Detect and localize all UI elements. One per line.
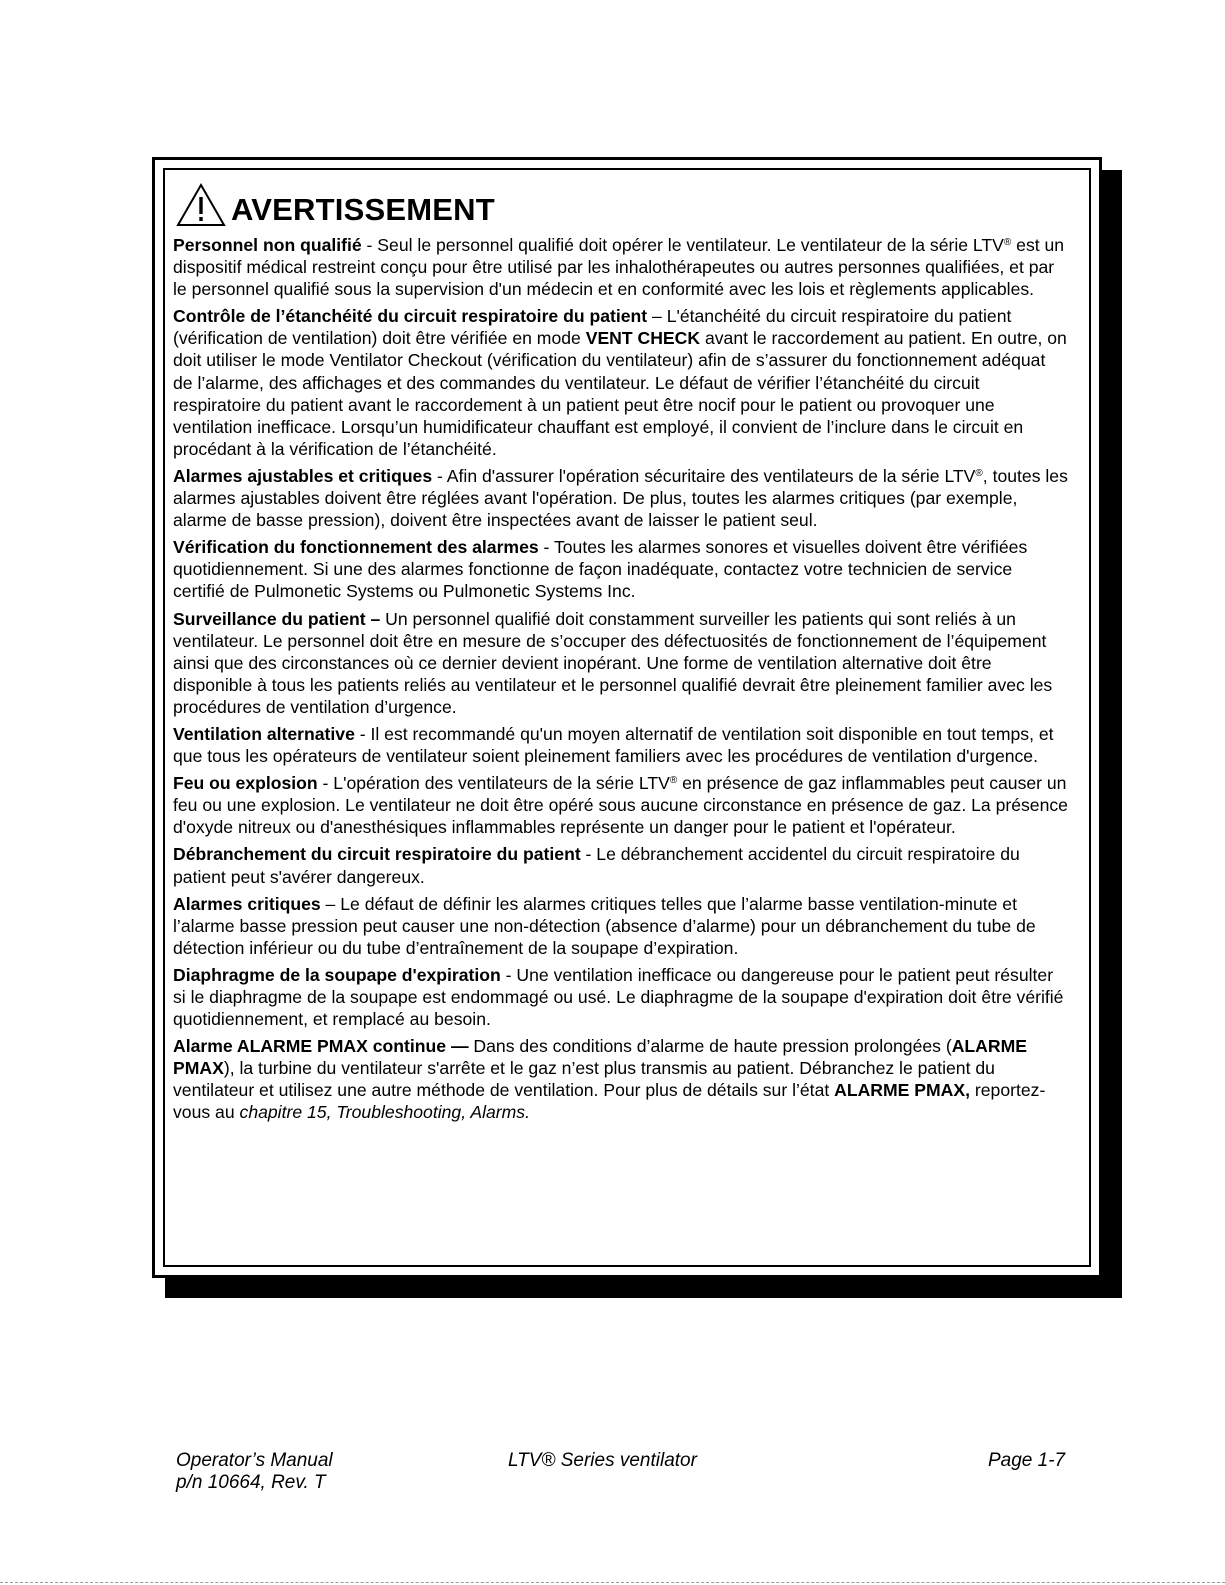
footer-page-number: Page 1-7 [988, 1450, 1066, 1471]
registered-mark: ® [1003, 237, 1012, 248]
warning-heading-text: VENT CHECK [585, 328, 701, 349]
warning-paragraph [173, 723, 1068, 767]
warning-paragraph [173, 964, 1068, 1030]
warning-text: - Il est recommandé qu'un moyen alternatif de ventilation soit disponible en tout temps, et que tous les opérateurs de ventilateur soient pleinement familiers avec les procédures de ventilation d'urgence. [173, 723, 1054, 767]
warning-heading-text: ALARME PMAX [173, 1036, 1027, 1079]
warning-text: Un personnel qualifié doit constamment surveiller les patients qui sont reliés à un ventilateur. Le personnel doit être en mesure de s’occuper des défectuosités de fonctionnement de l’équipement ainsi que des circonstances où ce dernier devient inopérant. Une forme de ventilation alternative doit être disponible à tous les patients reliés au ventilateur et le personnel qualifié devrait être pleinement familier avec les procédures de ventilation d’urgence. [173, 608, 1053, 717]
warning-heading-text: Feu ou explosion [173, 773, 318, 794]
warning-text: est un dispositif médical restreint conçu pour être utilisé par les inhalothérapeutes ou autres personnes qualifiées, et par le personnel qualifié sous la supervision d'un médecin et en conformité avec les lois et règlements applicables. [173, 235, 1065, 300]
warning-text: ), la turbine du ventilateur s'arrête et le gaz n’est plus transmis au patient. Débranchez le patient du ventilateur et utilisez une autre méthode de ventilation. Pour plus de détails sur l’état [173, 1058, 995, 1101]
warning-heading-text: Contrôle de l’étanchéité du circuit respiratoire du patient [173, 306, 648, 327]
warning-heading-text: Ventilation alternative [173, 723, 355, 744]
page-bottom-rule [0, 1582, 1225, 1583]
warning-heading-text: Vérification du fonctionnement des alarmes [173, 537, 539, 558]
warning-heading-text: Alarmes critiques [173, 893, 321, 914]
footer-product-name: LTV® Series ventilator [508, 1450, 697, 1471]
warning-body [173, 234, 1068, 1129]
warning-triangle-icon [175, 182, 227, 228]
registered-mark: ® [975, 467, 983, 479]
warning-heading-text: Diaphragme de la soupape d'expiration [173, 964, 501, 985]
warning-text: - Toutes les alarmes sonores et visuelles doivent être vérifiées quotidiennement. Si une des alarmes fonctionne de façon inadéquate, contactez votre technicien de service certifié de Pulmonetic Systems ou Pulmonetic Systems Inc. [173, 537, 1028, 602]
warning-text: - L'opération des ventilateurs de la série LTV [317, 773, 670, 794]
registered-mark: ® [669, 775, 678, 787]
warning-text: - Le débranchement accidentel du circuit respiratoire du patient peut s'avérer dangereux. [173, 844, 1020, 887]
warning-text: Dans des conditions d’alarme de haute pression prolongées ( [468, 1036, 952, 1057]
warning-heading-text: Débranchement du circuit respiratoire du patient [173, 844, 581, 865]
warning-paragraph [173, 465, 1068, 531]
warning-header [175, 182, 495, 228]
warning-paragraph [173, 1035, 1068, 1123]
warning-text: - Afin d'assurer l'opération sécuritaire des ventilateurs de la série LTV [432, 465, 976, 486]
warning-paragraph [173, 305, 1068, 460]
warning-title: AVERTISSEMENT [231, 192, 495, 227]
footer-part-number: p/n 10664, Rev. T [176, 1472, 326, 1493]
warning-text: - Seul le personnel qualifié doit opérer le ventilateur. Le ventilateur de la série LTV [361, 235, 1004, 255]
warning-paragraph [173, 608, 1068, 718]
warning-text: - Une ventilation inefficace ou dangereuse pour le patient peut résulter si le diaphragme de la soupape est endommagé ou usé. Le diaphragme de la soupape d'expiration doit être vérifié quotidiennement, et remplacé au besoin. [173, 964, 1064, 1030]
warning-text: en présence de gaz inflammables peut causer un feu ou une explosion. Le ventilateur ne doit être opéré sous aucune circonstance en présence de gaz. La présence d'oxyde nitreux ou d'anesthésiques inflammables représente un danger pour le patient et l'opérateur. [173, 773, 1068, 838]
warning-heading-text: Alarme ALARME PMAX continue — [173, 1036, 469, 1057]
warning-heading-text: Alarmes ajustables et critiques [173, 465, 433, 486]
warning-paragraph [173, 536, 1068, 602]
warning-heading-text: ALARME PMAX, [834, 1080, 971, 1101]
warning-paragraph [173, 772, 1068, 838]
warning-box [152, 157, 1102, 1278]
footer-manual-title: Operator’s Manual [176, 1450, 333, 1471]
warning-heading-text: Surveillance du patient – [173, 608, 381, 629]
warning-text: avant le raccordement au patient. En outre, on doit utiliser le mode Ventilator Checkout (vérification du ventilateur) afin de s’assurer du fonctionnement adéquat de l’alarme, des affichages et des commandes du ventilateur. Le défaut de vérifier l’étanchéité du circuit respiratoire du patient avant le raccordement à un patient peut être nocif pour le patient ou provoquer une ventilation inefficace. Lorsqu’un humidificateur chauffant est employé, il convient de l’inclure dans le circuit en procédant à la vérification de l’étanchéité. [173, 328, 1067, 459]
warning-text: – Le défaut de définir les alarmes critiques telles que l’alarme basse ventilation-minute et l’alarme basse pression peut causer une non-détection (absence d’alarme) pour un débranchement du tube de détection inférieur ou du tube d’entraînement de la soupape d’expiration. [173, 893, 1036, 958]
warning-text: – L'étanchéité du circuit respiratoire du patient (vérification de ventilation) doit être vérifiée en mode [173, 306, 1012, 349]
warning-paragraph [173, 843, 1068, 887]
footer-manual-info [176, 1450, 333, 1494]
warning-text: reportez-vous au [173, 1080, 1046, 1123]
warning-paragraph [173, 893, 1068, 959]
warning-text: , toutes les alarmes ajustables doivent être réglées avant l'opération. De plus, toutes les alarmes critiques (par exemple, alarme de basse pression), doivent être inspectées avant de laisser le patient seul. [173, 465, 1068, 531]
warning-heading-text: Personnel non qualifié [173, 235, 362, 255]
warning-text: chapitre 15, Troubleshooting, Alarms. [239, 1102, 530, 1123]
warning-paragraph [173, 234, 1068, 300]
